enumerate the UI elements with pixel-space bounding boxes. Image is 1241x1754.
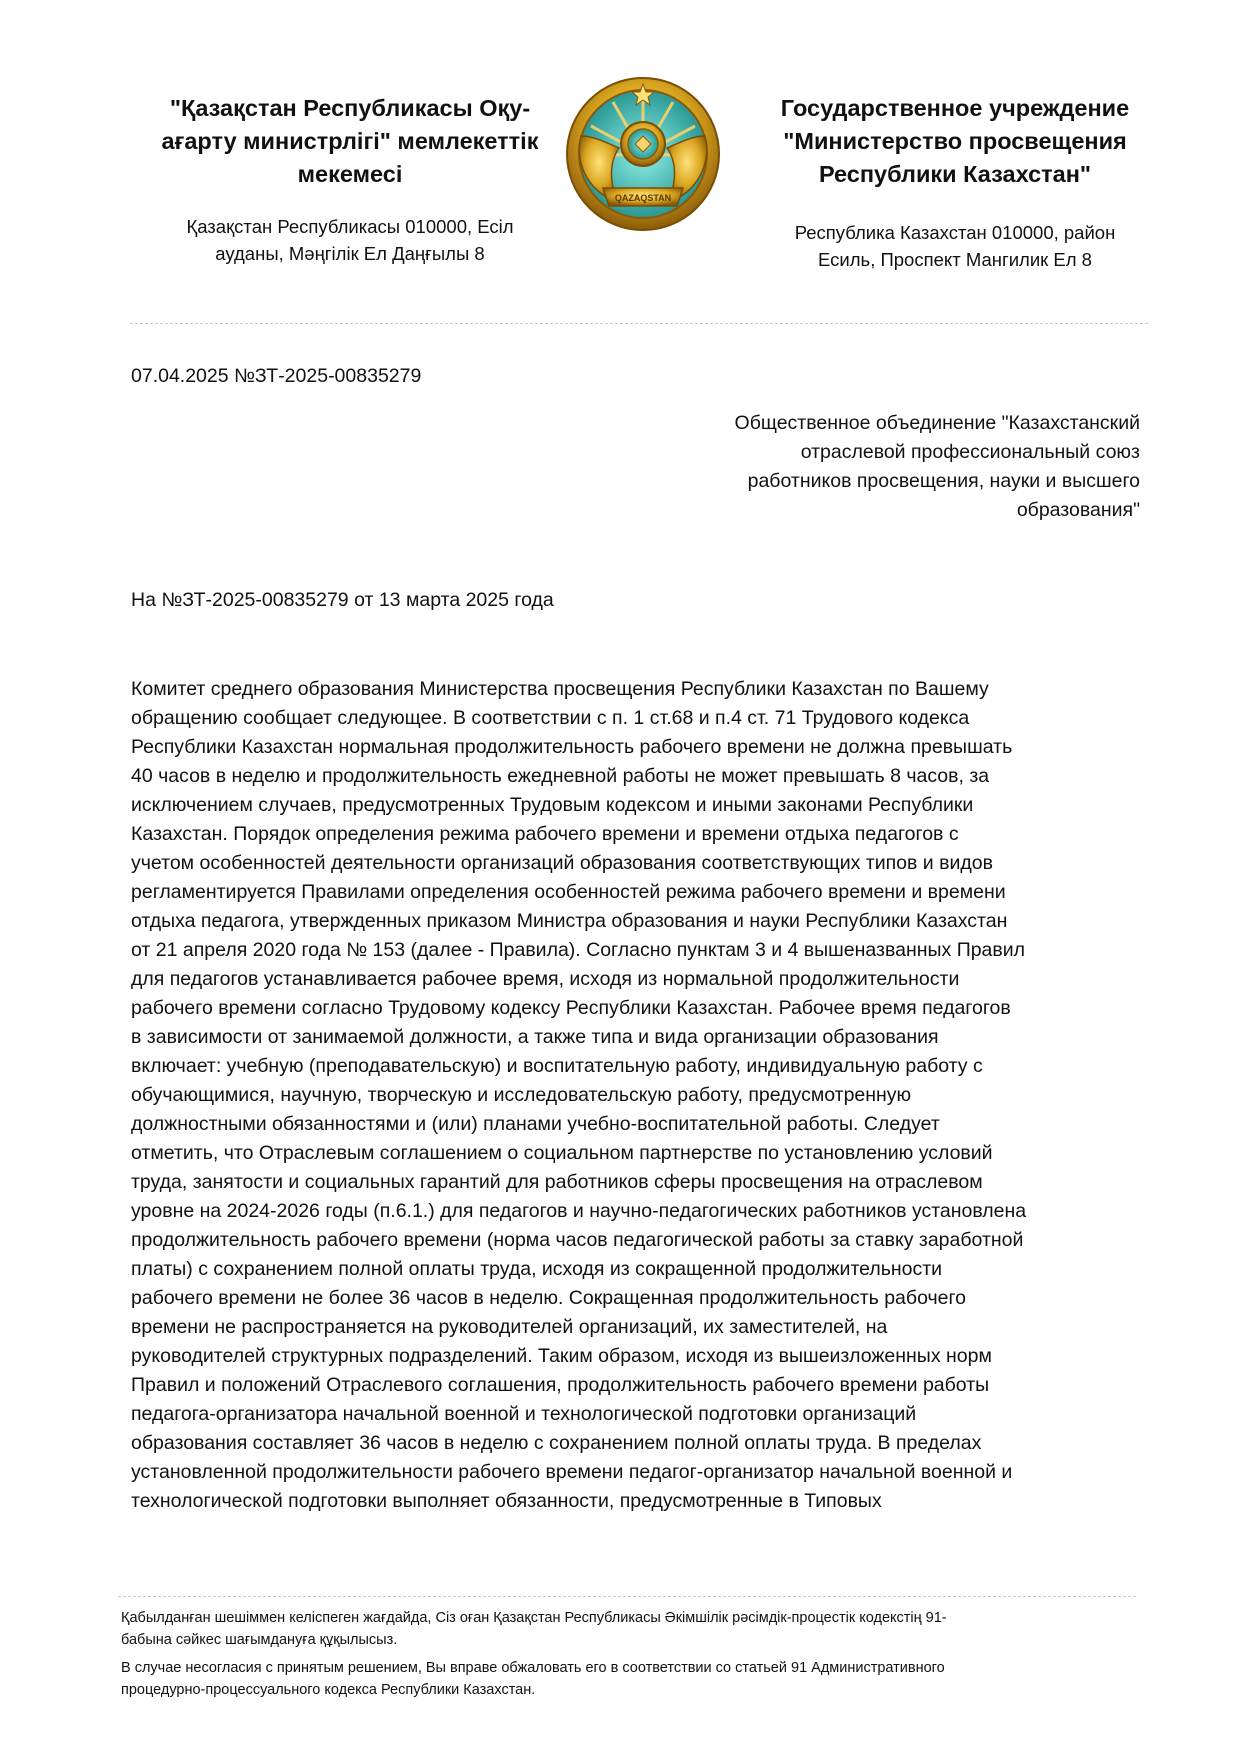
body-line: уровне на 2024-2026 годы (п.6.1.) для педагогов и научно-педагогических работников установлена (131, 1200, 1027, 1222)
body-line: отметить, что Отраслевым соглашением о социальном партнерстве по установлению условий (131, 1142, 993, 1164)
body-line: образования составляет 36 часов в неделю с сохранением полной оплаты труда. В пределах (131, 1432, 982, 1454)
body-line: труда, занятости и социальных гарантий для работников сферы просвещения на отраслевом (131, 1171, 983, 1193)
reply-reference: На №ЗТ-2025-00835279 от 13 марта 2025 года (131, 589, 554, 611)
body-line: учетом особенностей деятельности организаций образования соответствующих типов и видов (131, 852, 993, 874)
body-line: рабочего времени согласно Трудовому кодексу Республики Казахстан. Рабочее время педагогов (131, 997, 1011, 1019)
body-line: технологической подготовки выполняет обязанности, предусмотренные в Типовых (131, 1490, 882, 1512)
body-line: педагога-организатора начальной военной и технологической подготовки организаций (131, 1403, 917, 1425)
org-address-russian: Республика Казахстан 010000, район Есиль, Проспект Мангилик Ел 8 (794, 222, 1116, 270)
body-line: Республики Казахстан нормальная продолжительность рабочего времени не должна превышать (131, 736, 1013, 758)
org-name-kazakh: "Қазақстан Республикасы Оқу- ағарту министрлігі" мемлекеттік мекемесі (161, 95, 539, 187)
body-line: Комитет среднего образования Министерства просвещения Республики Казахстан по Вашему (131, 678, 989, 700)
document-reference: 07.04.2025 №ЗТ-2025-00835279 (131, 365, 422, 387)
body-line: времени не распространяется на руководителей организаций, их заместителей, на (131, 1316, 888, 1338)
body-line: установленной продолжительности рабочего времени педагог-организатор начальной военной и (131, 1461, 1013, 1483)
org-address-kazakh: Қазақстан Республикасы 010000, Есіл ауданы, Мәңгілік Ел Даңғылы 8 (186, 216, 514, 264)
body-line: Казахстан. Порядок определения режима рабочего времени и времени отдыха педагогов с (131, 823, 959, 845)
body-line: в зависимости от занимаемой должности, а также типа и вида организации образования (131, 1026, 939, 1048)
footer-note-russian: В случае несогласия с принятым решением, Вы вправе обжаловать его в соответствии со статьей 91 Административного процедурно-процессуального кодекса Республики Казахстан. (121, 1660, 945, 1698)
footer-note-kazakh: Қабылданған шешіммен келіспеген жағдайда, Сіз оған Қазақстан Республикасы Әкімшілік рәсімдік-процестік кодекстің 91- бабына сәйкес шағымдануға құқылысыз. (121, 1610, 947, 1648)
emblem-ribbon-text: QAZAQSTAN (614, 193, 672, 203)
body-line: Правил и положений Отраслевого соглашения, продолжительность рабочего времени работы (131, 1374, 990, 1396)
body-line: платы) с сохранением полной оплаты труда, исходя из сокращенной продолжительности (131, 1258, 943, 1280)
header-divider (130, 323, 1148, 324)
body-line: регламентируется Правилами определения особенностей режима рабочего времени и времени (131, 881, 1006, 903)
body-line: 40 часов в неделю и продолжительность ежедневной работы не может превышать 8 часов, за (131, 765, 990, 787)
body-line: продолжительность рабочего времени (норма часов педагогической работы за ставку заработной (131, 1229, 1024, 1251)
org-name-russian: Государственное учреждение "Министерство просвещения Республики Казахстан" (780, 95, 1130, 187)
body-line: исключением случаев, предусмотренных Трудовым кодексом и иными законами Республики (131, 794, 974, 816)
header-right-russian (740, 92, 1170, 273)
body-line: обращению сообщает следующее. В соответствии с п. 1 ст.68 и п.4 ст. 71 Трудового кодекса (131, 707, 970, 729)
body-line: обучающимися, научную, творческую и исследовательскую работу, предусмотренную (131, 1084, 912, 1106)
body-line: руководителей структурных подразделений. Таким образом, исходя из вышеизложенных норм (131, 1345, 992, 1367)
body-line: рабочего времени не более 36 часов в неделю. Сокращенная продолжительность рабочего (131, 1287, 967, 1309)
header-left-kazakh (130, 92, 570, 267)
body-line: отдыха педагога, утвержденных приказом Министра образования и науки Республики Казахстан (131, 910, 1008, 932)
footer-divider (118, 1596, 1136, 1597)
body-line: от 21 апреля 2020 года № 153 (далее - Правила). Согласно пунктам 3 и 4 вышеназванных Правил (131, 939, 1026, 961)
footer-notes (121, 1607, 1141, 1707)
letter-body (131, 675, 1161, 1516)
state-emblem-icon (563, 76, 723, 232)
body-line: для педагогов устанавливается рабочее время, исходя из нормальной продолжительности (131, 968, 960, 990)
recipient-block: Общественное объединение "Казахстанский отраслевой профессиональный союз работников просвещения, науки и высшего образования" (734, 412, 1140, 521)
body-line: включает: учебную (преподавательскую) и воспитательную работу, индивидуальную работу с (131, 1055, 983, 1077)
body-line: должностными обязанностями и (или) планами учебно-воспитательной работы. Следует (131, 1113, 940, 1135)
